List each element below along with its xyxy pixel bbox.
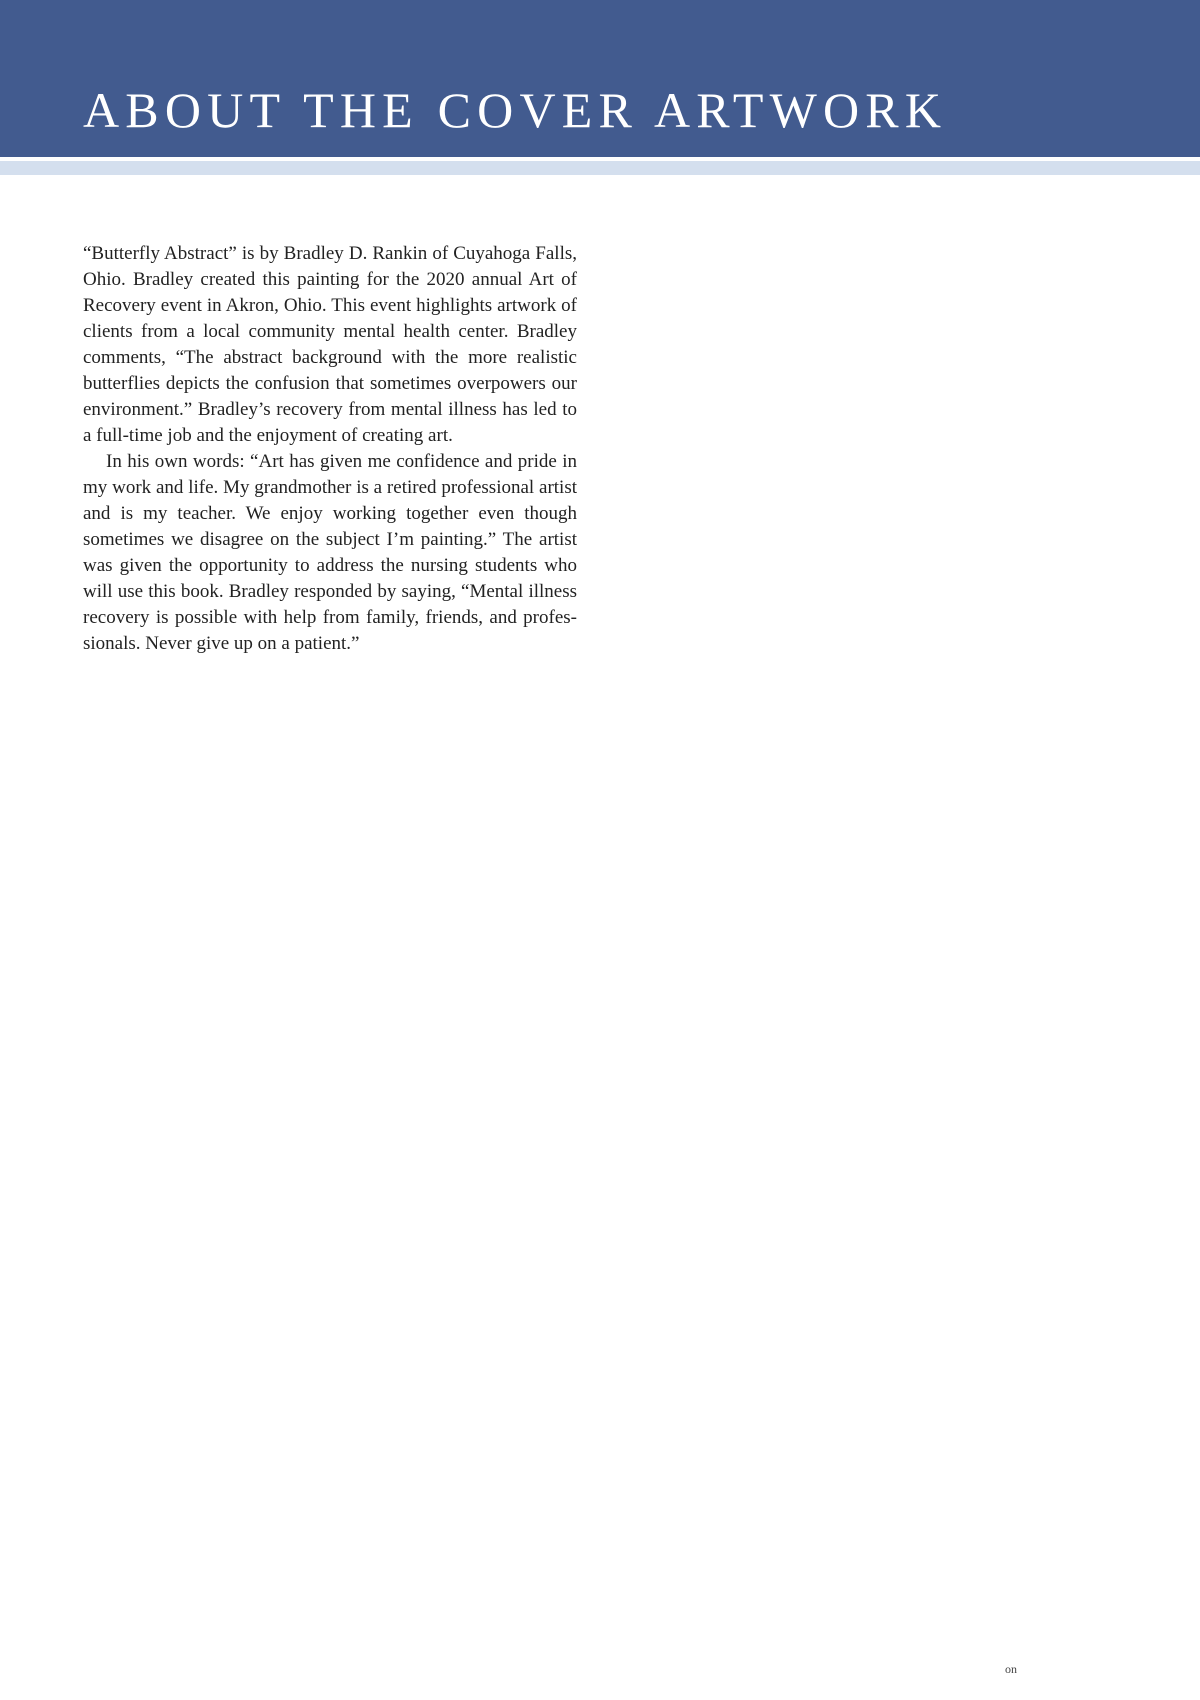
header-accent-stripe (0, 161, 1200, 175)
body-text (83, 241, 577, 657)
body-paragraph: “Butterfly Abstract” is by Bradley D. Rankin of Cuyahoga Falls, Ohio. Bradley created this painting for the 2020 annual Art of Recovery event in Akron, Ohio. This event highlights artwork of clients from a local community mental health center. Bradley comments, “The abstract background with the more realistic butterflies depicts the confusion that sometimes overpowers our environment.” Bradley’s recovery from mental illness has led to a full-time job and the enjoyment of creating art. (83, 243, 577, 446)
header-band (0, 0, 1200, 157)
page-folio: on (1005, 1662, 1017, 1676)
body-paragraph: In his own words: “Art has given me confidence and pride in my work and life. My grandmother is a retired professional artist and is my teacher. We enjoy working together even though sometimes we disagree on the subject I’m painting.” The artist was given the opportunity to address the nursing students who will use this book. Bradley responded by saying, “Mental illness recovery is possible with help from family, friends, and professionals. Never give up on a patient.” (83, 451, 577, 654)
page-title: ABOUT THE COVER ARTWORK (83, 82, 948, 138)
